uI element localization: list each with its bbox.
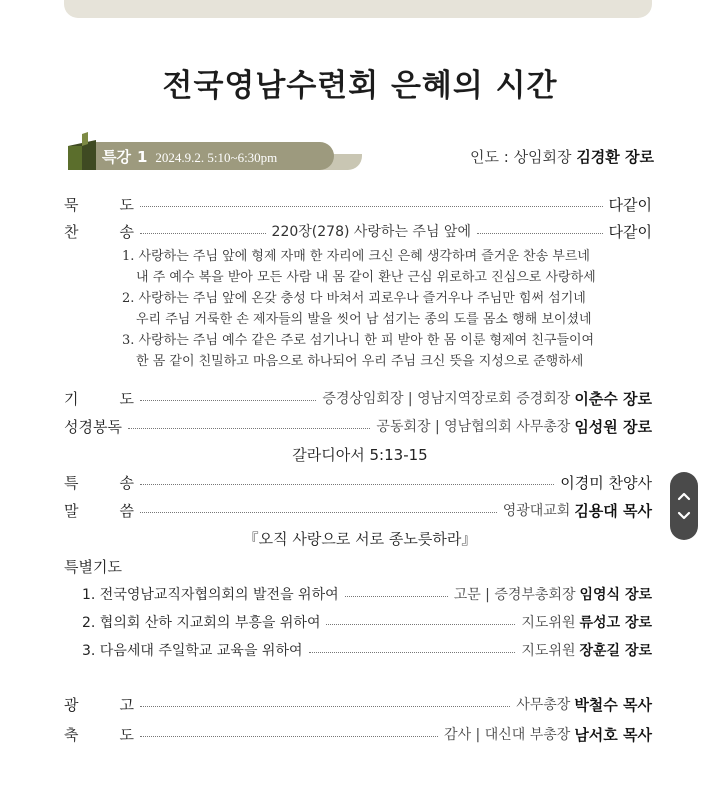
dotted-leader	[140, 484, 554, 485]
hymn-title: 220장(278) 사랑하는 주님 앞에	[271, 224, 471, 240]
dotted-leader	[477, 233, 603, 234]
label-char: 송	[119, 222, 134, 241]
row-label	[64, 500, 134, 521]
program-row-announcements	[64, 692, 652, 716]
prayer-item-text: 2. 협의회 산하 지교회의 부흥을 위하여	[82, 615, 321, 631]
dotted-leader	[128, 428, 370, 429]
row-role: 지도위원	[521, 643, 576, 659]
row-label: 특별기도	[64, 557, 122, 576]
row-right: 다같이	[608, 195, 652, 214]
row-name: 이춘수 장로	[574, 389, 652, 408]
program-row-benediction	[64, 722, 652, 746]
row-role: 공동회장 | 영남협의회 사무총장	[376, 419, 571, 435]
label-char: 씀	[119, 501, 134, 520]
row-right: 이경미 찬양사	[560, 473, 652, 492]
program-row-special-prayer	[64, 554, 652, 578]
label-char: 말	[64, 501, 79, 520]
lyric-line: 내 주 예수 복을 받아 모든 사람 내 몸 같이 환난 근심 위로하고 진심으로 사랑하세	[136, 270, 596, 285]
row-name: 임성원 장로	[574, 417, 652, 436]
book-icon	[66, 132, 100, 172]
program-row-mukdo	[64, 192, 652, 216]
program-row-prayer	[64, 386, 652, 410]
program-row-reading	[64, 414, 652, 438]
label-char: 찬	[64, 222, 79, 241]
dotted-leader	[140, 706, 510, 707]
leader-role: 상임회장	[513, 148, 572, 166]
label-char: 특	[64, 473, 79, 492]
tag-number: 1	[136, 148, 148, 166]
row-label: 성경봉독	[64, 417, 122, 436]
dotted-leader	[309, 652, 516, 653]
label-char: 도	[119, 725, 134, 744]
reading-passage: 갈라디아서 5:13-15	[292, 446, 428, 464]
row-role: 감사 | 대신대 부총장	[444, 727, 571, 743]
row-role: 영광대교회	[502, 503, 571, 519]
row-name: 박철수 목사	[574, 695, 652, 714]
row-label	[64, 221, 134, 242]
program-row-special-song	[64, 470, 652, 494]
page-title: 전국영남수련회 은혜의 시간	[162, 68, 558, 104]
row-name: 김용대 목사	[574, 501, 652, 520]
row-role: 고문 | 증경부총회장	[453, 587, 576, 603]
row-name: 임영식 장로	[579, 587, 652, 603]
dotted-leader	[345, 596, 448, 597]
row-role: 사무총장	[516, 697, 571, 713]
lyric-line: 한 몸 같이 친밀하고 마음으로 하나되어 우리 주님 크신 뜻을 지성으로 준행하세	[136, 354, 584, 369]
prayer-item-text: 3. 다음세대 주일학교 교육을 위하여	[82, 643, 303, 659]
label-char: 도	[119, 195, 134, 214]
label-char: 송	[119, 473, 134, 492]
label-char: 광	[64, 695, 79, 714]
leader-name: 김경환 장로	[576, 148, 654, 166]
row-label	[64, 694, 134, 715]
tag-text	[102, 146, 277, 167]
tag-datetime: 2024.9.2. 5:10~6:30pm	[155, 150, 278, 165]
row-label	[64, 194, 134, 215]
lyric-line: 1. 사랑하는 주님 앞에 형제 자매 한 자리에 크신 은혜 생각하며 즐거운 찬송 부르네	[122, 249, 590, 264]
row-name: 류성고 장로	[579, 615, 652, 631]
lyric-line: 2. 사랑하는 주님 앞에 온갖 충성 다 바쳐서 괴로우나 즐거우나 주님만 힘써 섬기네	[122, 291, 586, 306]
row-name: 장훈길 장로	[579, 643, 652, 659]
hymn-lyrics	[122, 246, 642, 372]
lyric-line: 우리 주님 거룩한 손 제자들의 발을 씻어 남 섬기는 종의 도를 몸소 행해 보이셨네	[136, 312, 592, 327]
top-bar	[64, 0, 652, 18]
dotted-leader	[140, 512, 497, 513]
leader-line	[470, 146, 654, 167]
sermon-title: 『오직 사랑으로 서로 종노릇하라』	[243, 530, 477, 548]
scroll-control	[670, 472, 698, 540]
special-prayer-item	[82, 582, 652, 606]
row-label	[64, 388, 134, 409]
program-row-chanson	[64, 219, 652, 243]
section-tag	[66, 132, 346, 172]
dotted-leader	[140, 400, 316, 401]
label-char: 고	[119, 695, 134, 714]
row-name: 남서호 목사	[574, 725, 652, 744]
chevron-down-icon[interactable]	[677, 511, 691, 521]
dotted-leader	[140, 206, 603, 207]
prayer-item-text: 1. 전국영남교직자협의회의 발전을 위하여	[82, 587, 339, 603]
label-char: 축	[64, 725, 79, 744]
label-char: 기	[64, 389, 79, 408]
leader-prefix: 인도 :	[469, 148, 509, 166]
row-right: 다같이	[608, 222, 653, 241]
chevron-up-icon[interactable]	[677, 491, 691, 501]
row-role: 증경상임회장 | 영남지역장로회 증경회장	[322, 391, 571, 407]
dotted-leader	[140, 736, 438, 737]
row-role: 지도위원	[521, 615, 576, 631]
row-label	[64, 724, 134, 745]
dotted-leader	[140, 233, 266, 234]
label-char: 묵	[64, 195, 79, 214]
dotted-leader	[326, 624, 515, 625]
special-prayer-item	[82, 638, 652, 662]
lyric-line: 3. 사랑하는 주님 예수 같은 주로 섬기나니 한 피 받아 한 몸 이룬 형제여 친구들이여	[122, 333, 595, 348]
special-prayer-item	[82, 610, 652, 634]
label-char: 도	[119, 389, 134, 408]
tag-label: 특강	[102, 148, 131, 166]
row-label	[64, 472, 134, 493]
program-row-sermon	[64, 498, 652, 522]
